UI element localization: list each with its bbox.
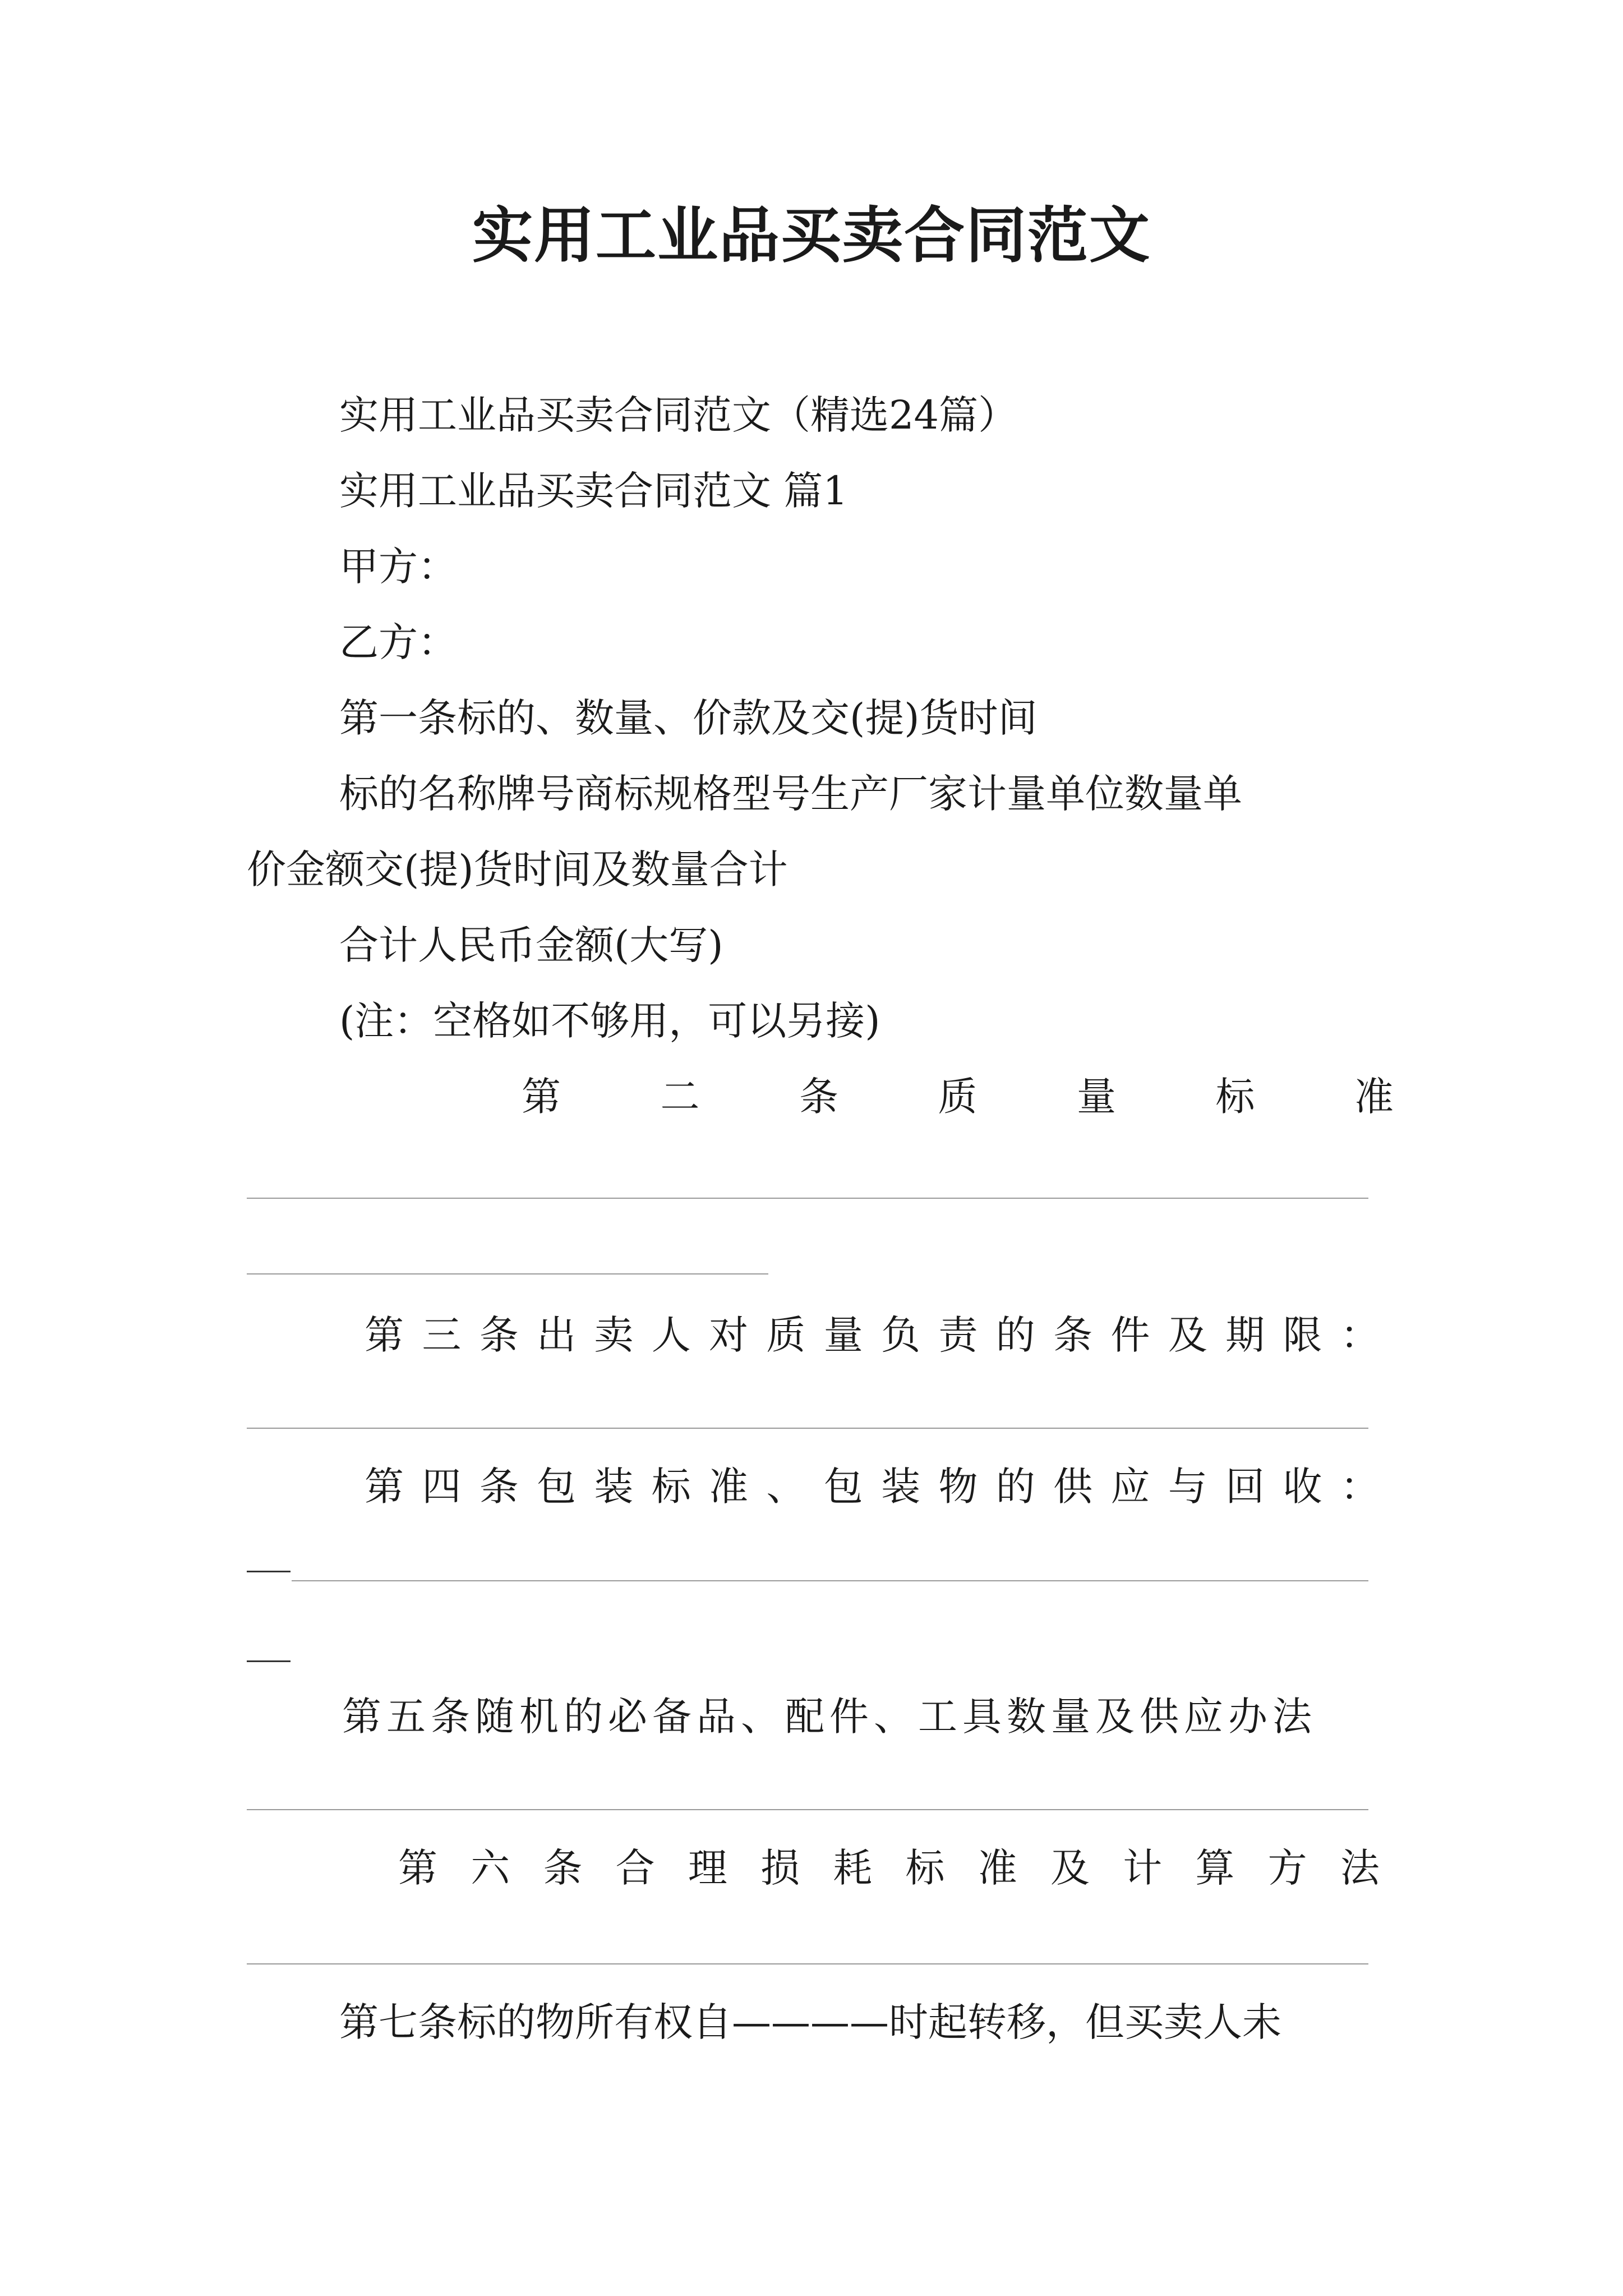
article-4-char: 回 bbox=[1225, 1464, 1265, 1510]
article-3-char: 三 bbox=[422, 1312, 462, 1358]
article-4-char: 标 bbox=[651, 1464, 691, 1510]
article-4-char: 装 bbox=[881, 1464, 921, 1510]
note-line: (注：空格如不够用，可以另接) bbox=[339, 998, 880, 1044]
article-7-line: 第七条标的物所有权自————时起转移，但买卖人未 bbox=[339, 1999, 1281, 2045]
fill-in-line bbox=[247, 1963, 1368, 1964]
article-3-char: 卖 bbox=[594, 1312, 634, 1358]
article-3-char: 质 bbox=[766, 1312, 806, 1358]
article-3-char: 对 bbox=[709, 1312, 749, 1358]
fill-in-line bbox=[247, 1273, 768, 1274]
article-4-char: 条 bbox=[479, 1464, 519, 1510]
article-3-char: 条 bbox=[479, 1312, 519, 1358]
article-4-char: 包 bbox=[823, 1464, 863, 1510]
article-3-char: ： bbox=[1340, 1312, 1380, 1358]
article-4-char: 物 bbox=[938, 1464, 978, 1510]
article-3-char: 件 bbox=[1110, 1312, 1150, 1358]
article-6-char: 耗 bbox=[833, 1845, 873, 1891]
article-4-char: 应 bbox=[1110, 1464, 1150, 1510]
article-4-char: 供 bbox=[1053, 1464, 1093, 1510]
article-1-desc-line-1: 标的名称牌号商标规格型号生产厂家计量单位数量单 bbox=[339, 771, 1242, 817]
article-6-char: 第 bbox=[398, 1845, 437, 1891]
article-2-char: 标 bbox=[1215, 1074, 1255, 1120]
article-4-char: 准 bbox=[709, 1464, 749, 1510]
article-3-char: 第 bbox=[365, 1312, 404, 1358]
article-2-char: 量 bbox=[1077, 1074, 1116, 1120]
article-6-char: 条 bbox=[543, 1845, 583, 1891]
article-4-char: 的 bbox=[995, 1464, 1035, 1510]
article-3-char: 限 bbox=[1283, 1312, 1322, 1358]
article-1-desc-line-2: 价金额交(提)货时间及数量合计 bbox=[247, 846, 788, 892]
article-4-char: 四 bbox=[422, 1464, 462, 1510]
article-6-heading bbox=[398, 1840, 1380, 1896]
article-4-char: 、 bbox=[766, 1464, 806, 1510]
article-6-char: 及 bbox=[1050, 1845, 1090, 1891]
article-1-heading: 第一条标的、数量、价款及交(提)货时间 bbox=[339, 695, 1038, 741]
article-2-char: 质 bbox=[938, 1074, 978, 1120]
article-3-heading bbox=[365, 1307, 1380, 1363]
article-3-char: 责 bbox=[938, 1312, 978, 1358]
article-3-char: 负 bbox=[881, 1312, 921, 1358]
article-3-char: 条 bbox=[1053, 1312, 1093, 1358]
article-6-char: 方 bbox=[1267, 1845, 1307, 1891]
total-amount-line: 合计人民币金额(大写) bbox=[339, 922, 723, 968]
article-4-char: ： bbox=[1340, 1464, 1380, 1510]
article-6-char: 六 bbox=[471, 1845, 510, 1891]
dash-mark bbox=[247, 1571, 291, 1572]
article-2-char: 二 bbox=[660, 1074, 700, 1120]
article-6-char: 算 bbox=[1195, 1845, 1235, 1891]
article-3-char: 及 bbox=[1168, 1312, 1207, 1358]
article-2-char: 第 bbox=[522, 1074, 561, 1120]
subtitle: 实用工业品买卖合同范文（精选24篇） bbox=[339, 392, 1018, 438]
article-3-char: 量 bbox=[823, 1312, 863, 1358]
article-3-char: 人 bbox=[651, 1312, 691, 1358]
article-6-char: 准 bbox=[978, 1845, 1017, 1891]
fill-in-line bbox=[292, 1580, 1368, 1581]
article-3-char: 出 bbox=[537, 1312, 577, 1358]
document-title: 实用工业品买卖合同范文 bbox=[472, 200, 1151, 271]
article-3-char: 的 bbox=[995, 1312, 1035, 1358]
article-4-char: 与 bbox=[1168, 1464, 1207, 1510]
article-4-char: 装 bbox=[594, 1464, 634, 1510]
article-4-heading bbox=[365, 1458, 1380, 1515]
article-2-char: 条 bbox=[799, 1074, 838, 1120]
article-4-char: 包 bbox=[537, 1464, 577, 1510]
party-b-label: 乙方： bbox=[339, 619, 457, 665]
article-6-char: 损 bbox=[760, 1845, 800, 1891]
article-2-heading bbox=[522, 1069, 1394, 1125]
party-a-label: 甲方： bbox=[339, 544, 457, 590]
fill-in-line bbox=[247, 1198, 1368, 1199]
article-6-char: 标 bbox=[905, 1845, 945, 1891]
fill-in-line bbox=[247, 1809, 1368, 1810]
fill-in-line bbox=[247, 1428, 1368, 1429]
article-6-char: 法 bbox=[1340, 1845, 1380, 1891]
dash-mark bbox=[247, 1660, 291, 1662]
article-4-char: 收 bbox=[1283, 1464, 1322, 1510]
article-6-char: 合 bbox=[615, 1845, 655, 1891]
heading-chapter-1: 实用工业品买卖合同范文 篇1 bbox=[339, 468, 848, 514]
article-6-char: 理 bbox=[688, 1845, 727, 1891]
article-2-char: 准 bbox=[1354, 1074, 1394, 1120]
article-5-heading: 第五条随机的必备品、配件、工具数量及供应办法 bbox=[342, 1694, 1317, 1740]
article-6-char: 计 bbox=[1123, 1845, 1163, 1891]
article-4-char: 第 bbox=[365, 1464, 404, 1510]
article-3-char: 期 bbox=[1225, 1312, 1265, 1358]
